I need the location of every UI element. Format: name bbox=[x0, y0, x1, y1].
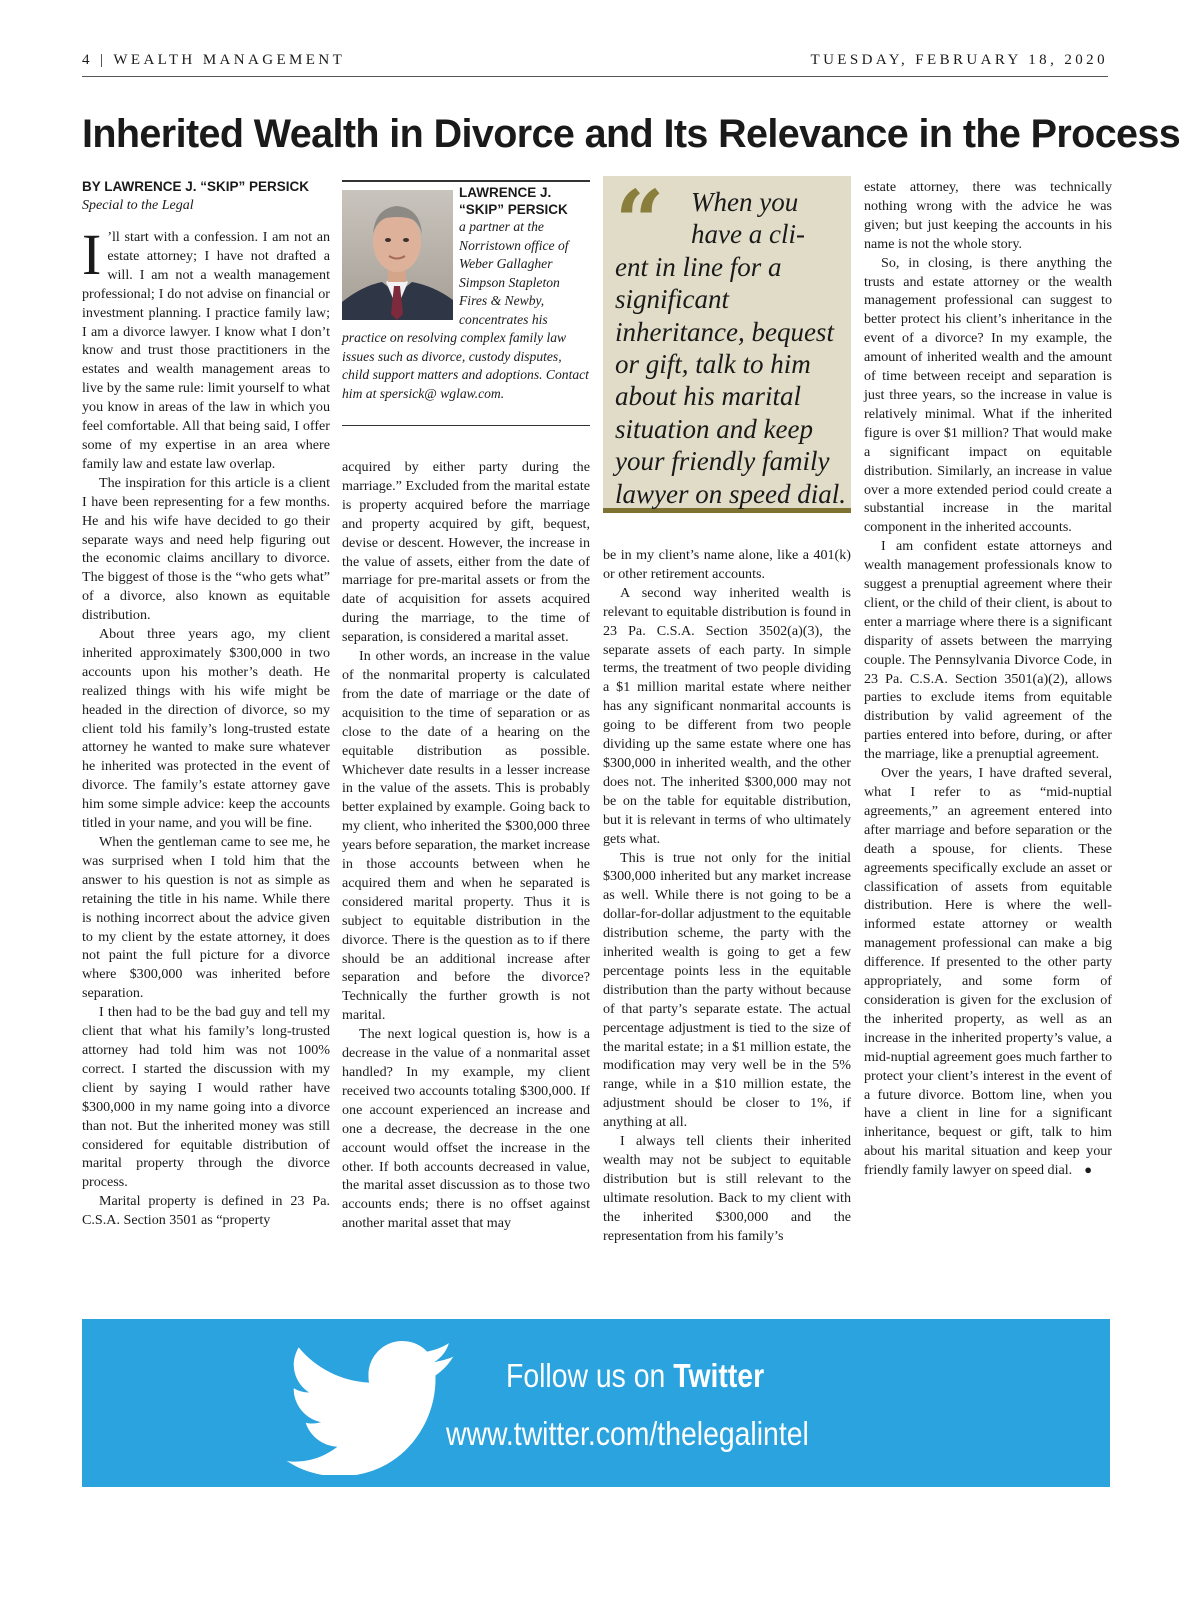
bio-name bbox=[459, 184, 589, 218]
paragraph: In other words, an increase in the value of the nonmarital property is calculated from the date of marriage or the date of acquisition to the time of separation or as close to the date of a hearing on the equitable distribution as possible. Whichever date results in a lesser increase in the value of the assets. This is probably better explained by example. Going back to my client, who inherited the $300,000 three years before separation, the market increase in those accounts between when he acquired them and when he separated is considered marital property. Thus it is subject to equitable distribution in the divorce. There is the question as to if there should be an additional increase after separation and before the divorce? Technically the further growth is not marital. bbox=[342, 648, 590, 1024]
author-bio-box bbox=[342, 180, 590, 426]
pull-quote-box bbox=[603, 172, 851, 513]
paragraph: So, in closing, is there anything the trusts and estate attorney or the wealth management professional can suggest to better protect his client’s inheritance in the event of a divorce? In my example, the amount of inherited wealth and the amount of time between receipt and separation is just three years, so the increase in value is relatively minimal. What if the inherited figure is over $1 million? That would make a significant impact on equitable distribution. Similarly, an increase in value over a more extended period could create a substantial increase in the marital component in the inherited accounts. bbox=[864, 254, 1112, 536]
paragraph: When the gentleman came to see me, he was surprised when I told him that the answer to his question is not as simple as retaining the title in his name. While there is nothing incorrect about the advice given to my client by the estate attorney, it does not paint the full picture for a divorce where $300,000 was inherited before separation. bbox=[82, 834, 330, 1002]
issue-date: TUESDAY, FEBRUARY 18, 2020 bbox=[810, 52, 1108, 68]
byline-subtitle: Special to the Legal bbox=[82, 198, 194, 213]
paragraph: acquired by either party during the marriage.” Excluded from the marital estate is property acquired before the marriage and property acquired by gift, bequest, devise or descent. However, the increase in the value of assets, either from the date of marriage for pre-marital assets or from the date of acquisition for assets acquired during the marriage, to the time of separation, is considered a marital asset. bbox=[342, 459, 590, 646]
bio-name-line-1: LAWRENCE J. bbox=[459, 185, 552, 200]
lead-paragraph bbox=[82, 222, 330, 474]
end-mark-icon: ● bbox=[1084, 1162, 1093, 1178]
bio-text-upper: a partner at the Norristown office of Weber Gallagher Simpson Stapleton Fires & Newby, concentrates his bbox=[459, 219, 569, 327]
section-label: 4 | WEALTH MANAGEMENT bbox=[82, 52, 346, 68]
bio-name-line-2: “SKIP” PERSICK bbox=[459, 202, 568, 217]
follow-brand: Twitter bbox=[673, 1357, 765, 1394]
paragraph: Marital property is defined in 23 Pa. C.S.A. Section 3501 as “property bbox=[82, 1193, 330, 1229]
byline: BY LAWRENCE J. “SKIP” PERSICK bbox=[82, 179, 310, 194]
paragraph: estate attorney, there was technically nothing wrong with the advice he was given; but just keeping the accounts in his name is not the whole story. bbox=[864, 179, 1112, 252]
article-column-3 bbox=[603, 546, 851, 1246]
paragraph: I then had to be the bad guy and tell my client that what his family’s long-trusted attorney had told him was not 100% correct. I started the discussion with my client by saying I would rather have $300,000 in my name going into a divorce than not. But the inherited money was still considered for equitable distribution of marital property through the divorce process. bbox=[82, 1004, 330, 1191]
author-photo bbox=[342, 190, 453, 320]
article-headline: Inherited Wealth in Divorce and Its Relevance in the Process bbox=[82, 112, 1181, 156]
follow-prefix: Follow us on bbox=[506, 1357, 666, 1394]
twitter-bird-icon bbox=[286, 1341, 458, 1475]
article-column-2 bbox=[342, 458, 590, 1233]
paragraph: I am confident estate attorneys and wealth management professionals know to suggest a prenuptial agreement where their client, or the child of their client, is about to enter a marriage where there is a significant disparity of assets between the marrying couple. The Pennsylvania Divorce Code, in 23 Pa. C.S.A. Section 3501(a)(2), allows parties to exclude items from equitable distribution by valid agreement of the parties entered into before, during, or after the marriage, like a prenuptial agreement. bbox=[864, 538, 1112, 763]
pull-quote-line-1: When you bbox=[691, 187, 799, 217]
twitter-banner[interactable] bbox=[82, 1319, 1110, 1487]
pull-quote-line-2: have a cli- bbox=[691, 219, 805, 250]
paragraph: The next logical question is, how is a decrease in the value of a nonmarital asset handled? In my example, my client received two accounts totaling $300,000. If one account experienced an increase and one a decrease, the decrease in the one account would offset the increase in the other. If both accounts decreased in value, the marital asset discussion as to those two accounts ends; there is no offset against another marital asset that may bbox=[342, 1026, 590, 1232]
quote-mark-icon: “ bbox=[615, 172, 665, 273]
drop-cap: I bbox=[82, 222, 102, 287]
article-column-4 bbox=[864, 178, 1112, 1180]
paragraph: be in my client’s name alone, like a 401(k) or other retirement accounts. bbox=[603, 547, 851, 582]
bio-text-lower: practice on resolving complex family law issues such as divorce, custody disputes, child support matters and adoptions. Contact him at spersick@ wglaw.com. bbox=[342, 330, 589, 401]
twitter-url-link[interactable]: www.twitter.com/thelegalintel bbox=[446, 1415, 809, 1452]
paragraph: The inspiration for this article is a client I have been representing for a few months. He and his wife have decided to go their separate ways and need help figuring out the economic claims ancillary to divorce. The biggest of those is the “who gets what” of a divorce, also known as equitable distribution. bbox=[82, 474, 330, 624]
masthead bbox=[82, 48, 1108, 77]
paragraph: This is true not only for the initial $300,000 inherited but any market increase as well. While there is not going to be a dollar-for-dollar adjustment to the equitable distribution scheme, the party with the inherited wealth is going to get a few percentage points less in the equitable distribution than the party without because of that party’s separate estate. The actual percentage adjustment is tied to the size of the marital estate; in a $1 million estate, the modification may very well be in the 5% range, while in a $10 million estate, the adjustment should be closer to 1%, if anything at all. bbox=[603, 849, 851, 1131]
paragraph: I always tell clients their inherited wealth may not be subject to equitable distribution but is still relevant to the ultimate resolution. Back to my client with the inherited $300,000 and the representation from his family’s bbox=[603, 1133, 851, 1244]
paragraph: A second way inherited wealth is relevant to equitable distribution is found in 23 Pa. C.S.A. Section 3502(a)(3), the separate assets of each party. In simple terms, the treatment of two people dividing a $1 million marital estate where neither has any significant nonmarital accounts is going to be different from two people dividing up the same estate where one has $300,000 in inherited wealth, and the other does not. The inherited $300,000 may not be on the table for equitable distribution, but it is relevant in terms of who ultimately gets what. bbox=[603, 584, 851, 847]
pull-quote-rest: ent in line for a significant inheritance, bequest or gift, talk to him about his marital situation and keep your friendly family lawyer on speed dial. bbox=[615, 251, 846, 509]
lead-paragraph-text: ’ll start with a confession. I am not an estate attorney; I have not drafted a will. I am not a wealth management professional; I do not advise on financial or investment planning. I practice family law; I am a divorce lawyer. I know what I don’t know and trust those practitioners in the estates and wealth management areas to live by the same rule: limit yourself to what you know in areas of the law in which you feel comfortable. All that being said, I offer some of my expertise in an area where family law and estate law overlap. bbox=[82, 229, 330, 472]
closing-paragraph bbox=[864, 764, 1112, 1180]
closing-paragraph-text: Over the years, I have drafted several, what I refer to as “mid-nuptial agreements,” an agreement entered into after marriage and before separation or the death a spouse, for clients. These agreements specifically exclude an asset or classification of assets from equitable distribution. Here is where the well-informed estate attorney or wealth management professional can make a big difference. If presented to the other party appropriately, and some form of consideration is given for the exclusion of the inherited property, as well as an increase in the inherited property’s value, a mid-nuptial agreement goes much farther to protect your client’s interest in the event of a future divorce. Bottom line, when you have a client in line for a significant inheritance, bequest or gift, talk to him about his marital situation and keep your friendly family lawyer on speed dial. bbox=[864, 765, 1112, 1179]
follow-us-text bbox=[506, 1357, 764, 1395]
author-portrait-image bbox=[342, 190, 453, 320]
article-column-1 bbox=[82, 178, 330, 1230]
paragraph: About three years ago, my client inherited approximately $300,000 in two accounts upon his mother’s death. He realized things with his wife might be headed in the direction of divorce, so my client told his family’s long-trusted estate attorney he wanted to make sure whatever he inherited was protected in the event of divorce. The family’s estate attorney gave him some simple advice: keep the accounts titled in your name, and you will be fine. bbox=[82, 626, 330, 832]
pull-quote-text bbox=[615, 186, 847, 510]
